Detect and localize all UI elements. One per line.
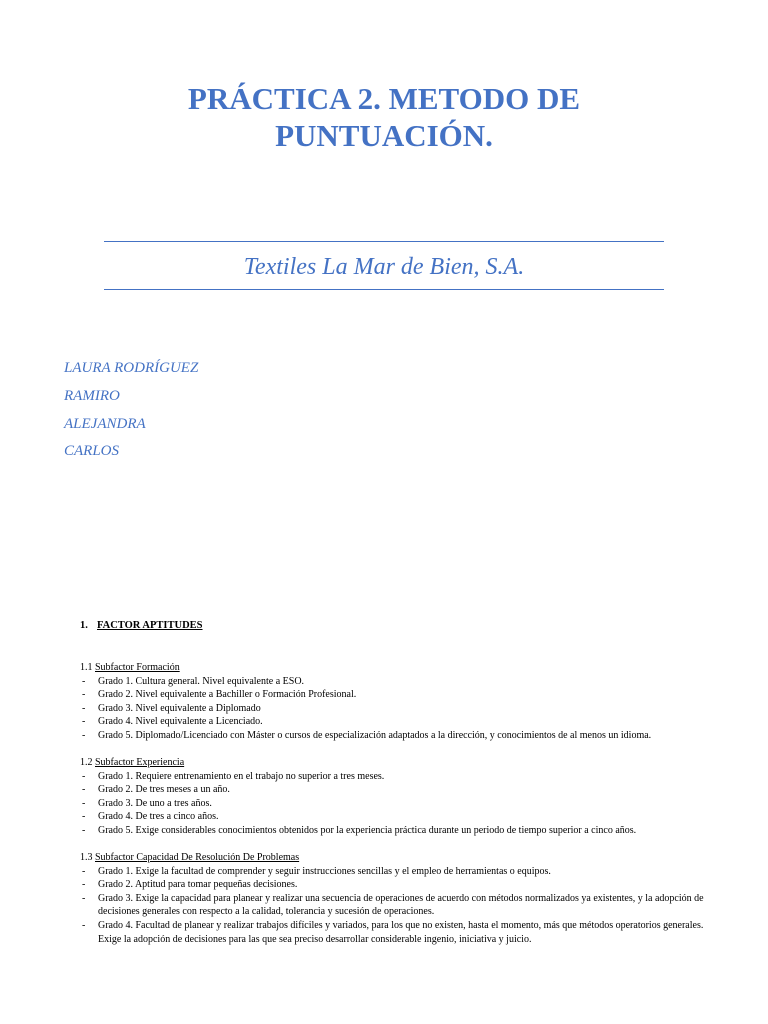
dash-bullet: - (82, 879, 86, 891)
grade-item (80, 770, 720, 784)
grade-text: Grado 1. Cultura general. Nivel equivalente a ESO. (98, 675, 305, 687)
grade-item (80, 878, 720, 892)
grade-item (80, 688, 720, 702)
grade-text: Grado 1. Exige la facultad de comprender y seguir instrucciones sencillas y el empleo de herramientas o equipos. (98, 865, 551, 877)
section-title: FACTOR APTITUDES (97, 620, 203, 631)
grade-text: Grado 5. Diplomado/Licenciado con Máster o cursos de especialización adaptados a la dirección, y conocimientos de al menos un idioma. (98, 729, 652, 741)
grade-text: Grado 2. De tres meses a un año. (98, 784, 230, 796)
grade-item (80, 865, 720, 879)
grade-list (80, 675, 720, 743)
subfactor-resolucion-problemas (80, 851, 720, 946)
document-title-line-1: PRÁCTICA 2. METODO DE (187, 81, 581, 116)
grade-item (80, 810, 720, 824)
dash-bullet: - (82, 729, 86, 741)
grade-text: Grado 5. Exige considerables conocimientos obtenidos por la experiencia práctica durante un periodo de tiempo superior a cinco años. (98, 824, 637, 836)
dash-bullet: - (82, 689, 86, 701)
grade-text: Grado 2. Nivel equivalente a Bachiller o Formación Profesional. (98, 689, 357, 701)
grade-item (80, 675, 720, 689)
grade-item (80, 919, 720, 946)
subfactor-formacion (80, 661, 720, 743)
dash-bullet: - (82, 797, 86, 809)
grade-list (80, 770, 720, 838)
subfactor-title: Subfactor Formación (95, 662, 180, 673)
dash-bullet: - (82, 919, 86, 931)
subfactor-heading (80, 851, 720, 865)
grade-text: Grado 4. Facultad de planear y realizar trabajos difíciles y variados, para los que no existen, hasta el momento, más que métodos operatorios generales. Exige la adopción de decisiones para las que sea preciso desarrollar considerable ingenio, iniciativa y juicio. (98, 919, 704, 945)
subfactor-title: Subfactor Experiencia (95, 757, 185, 768)
subfactor-number: 1.1 (80, 662, 93, 673)
dash-bullet: - (82, 675, 86, 687)
company-subtitle: Textiles La Mar de Bien, S.A. (243, 254, 525, 280)
grade-item (80, 892, 720, 919)
dash-bullet: - (82, 892, 86, 904)
dash-bullet: - (82, 824, 86, 836)
grade-text: Grado 4. Nivel equivalente a Licenciado. (98, 716, 263, 728)
grade-text: Grado 3. Exige la capacidad para planear y realizar una secuencia de operaciones de acuerdo con métodos normalizados ya existentes, y la adopción de decisiones generales con respecto a la calidad, tolerancia y sucesión de operaciones. (98, 892, 704, 918)
grade-list (80, 865, 720, 947)
grade-text: Grado 2. Aptitud para tomar pequeñas decisiones. (98, 879, 298, 891)
grade-item (80, 715, 720, 729)
author-list (64, 355, 198, 466)
subfactor-number: 1.3 (80, 852, 93, 863)
subfactor-heading (80, 661, 720, 675)
subfactor-number: 1.2 (80, 757, 93, 768)
dash-bullet: - (82, 770, 86, 782)
subtitle-rule-top (104, 241, 664, 242)
section-number: 1. (80, 620, 88, 631)
subfactor-heading (80, 756, 720, 770)
author-name: LAURA RODRÍGUEZ (64, 360, 199, 376)
subfactor-experiencia (80, 756, 720, 838)
grade-item (80, 729, 720, 743)
author-name: CARLOS (64, 443, 120, 460)
grade-item (80, 783, 720, 797)
dash-bullet: - (82, 811, 86, 823)
grade-text: Grado 1. Requiere entrenamiento en el trabajo no superior a tres meses. (98, 770, 385, 782)
dash-bullet: - (82, 716, 86, 728)
subfactor-title: Subfactor Capacidad De Resolución De Problemas (95, 852, 300, 863)
author-name: ALEJANDRA (64, 415, 146, 432)
document-title (0, 80, 768, 154)
document-title-line-2: PUNTUACIÓN. (275, 118, 493, 153)
author-name: RAMIRO (64, 387, 120, 404)
grade-text: Grado 3. Nivel equivalente a Diplomado (98, 702, 261, 714)
section-heading (80, 619, 203, 633)
subtitle-rule-bottom (104, 289, 664, 290)
dash-bullet: - (82, 784, 86, 796)
grade-item (80, 797, 720, 811)
dash-bullet: - (82, 865, 86, 877)
grade-item (80, 702, 720, 716)
dash-bullet: - (82, 702, 86, 714)
grade-text: Grado 4. De tres a cinco años. (98, 811, 219, 823)
grade-item (80, 824, 720, 838)
grade-text: Grado 3. De uno a tres años. (98, 797, 212, 809)
